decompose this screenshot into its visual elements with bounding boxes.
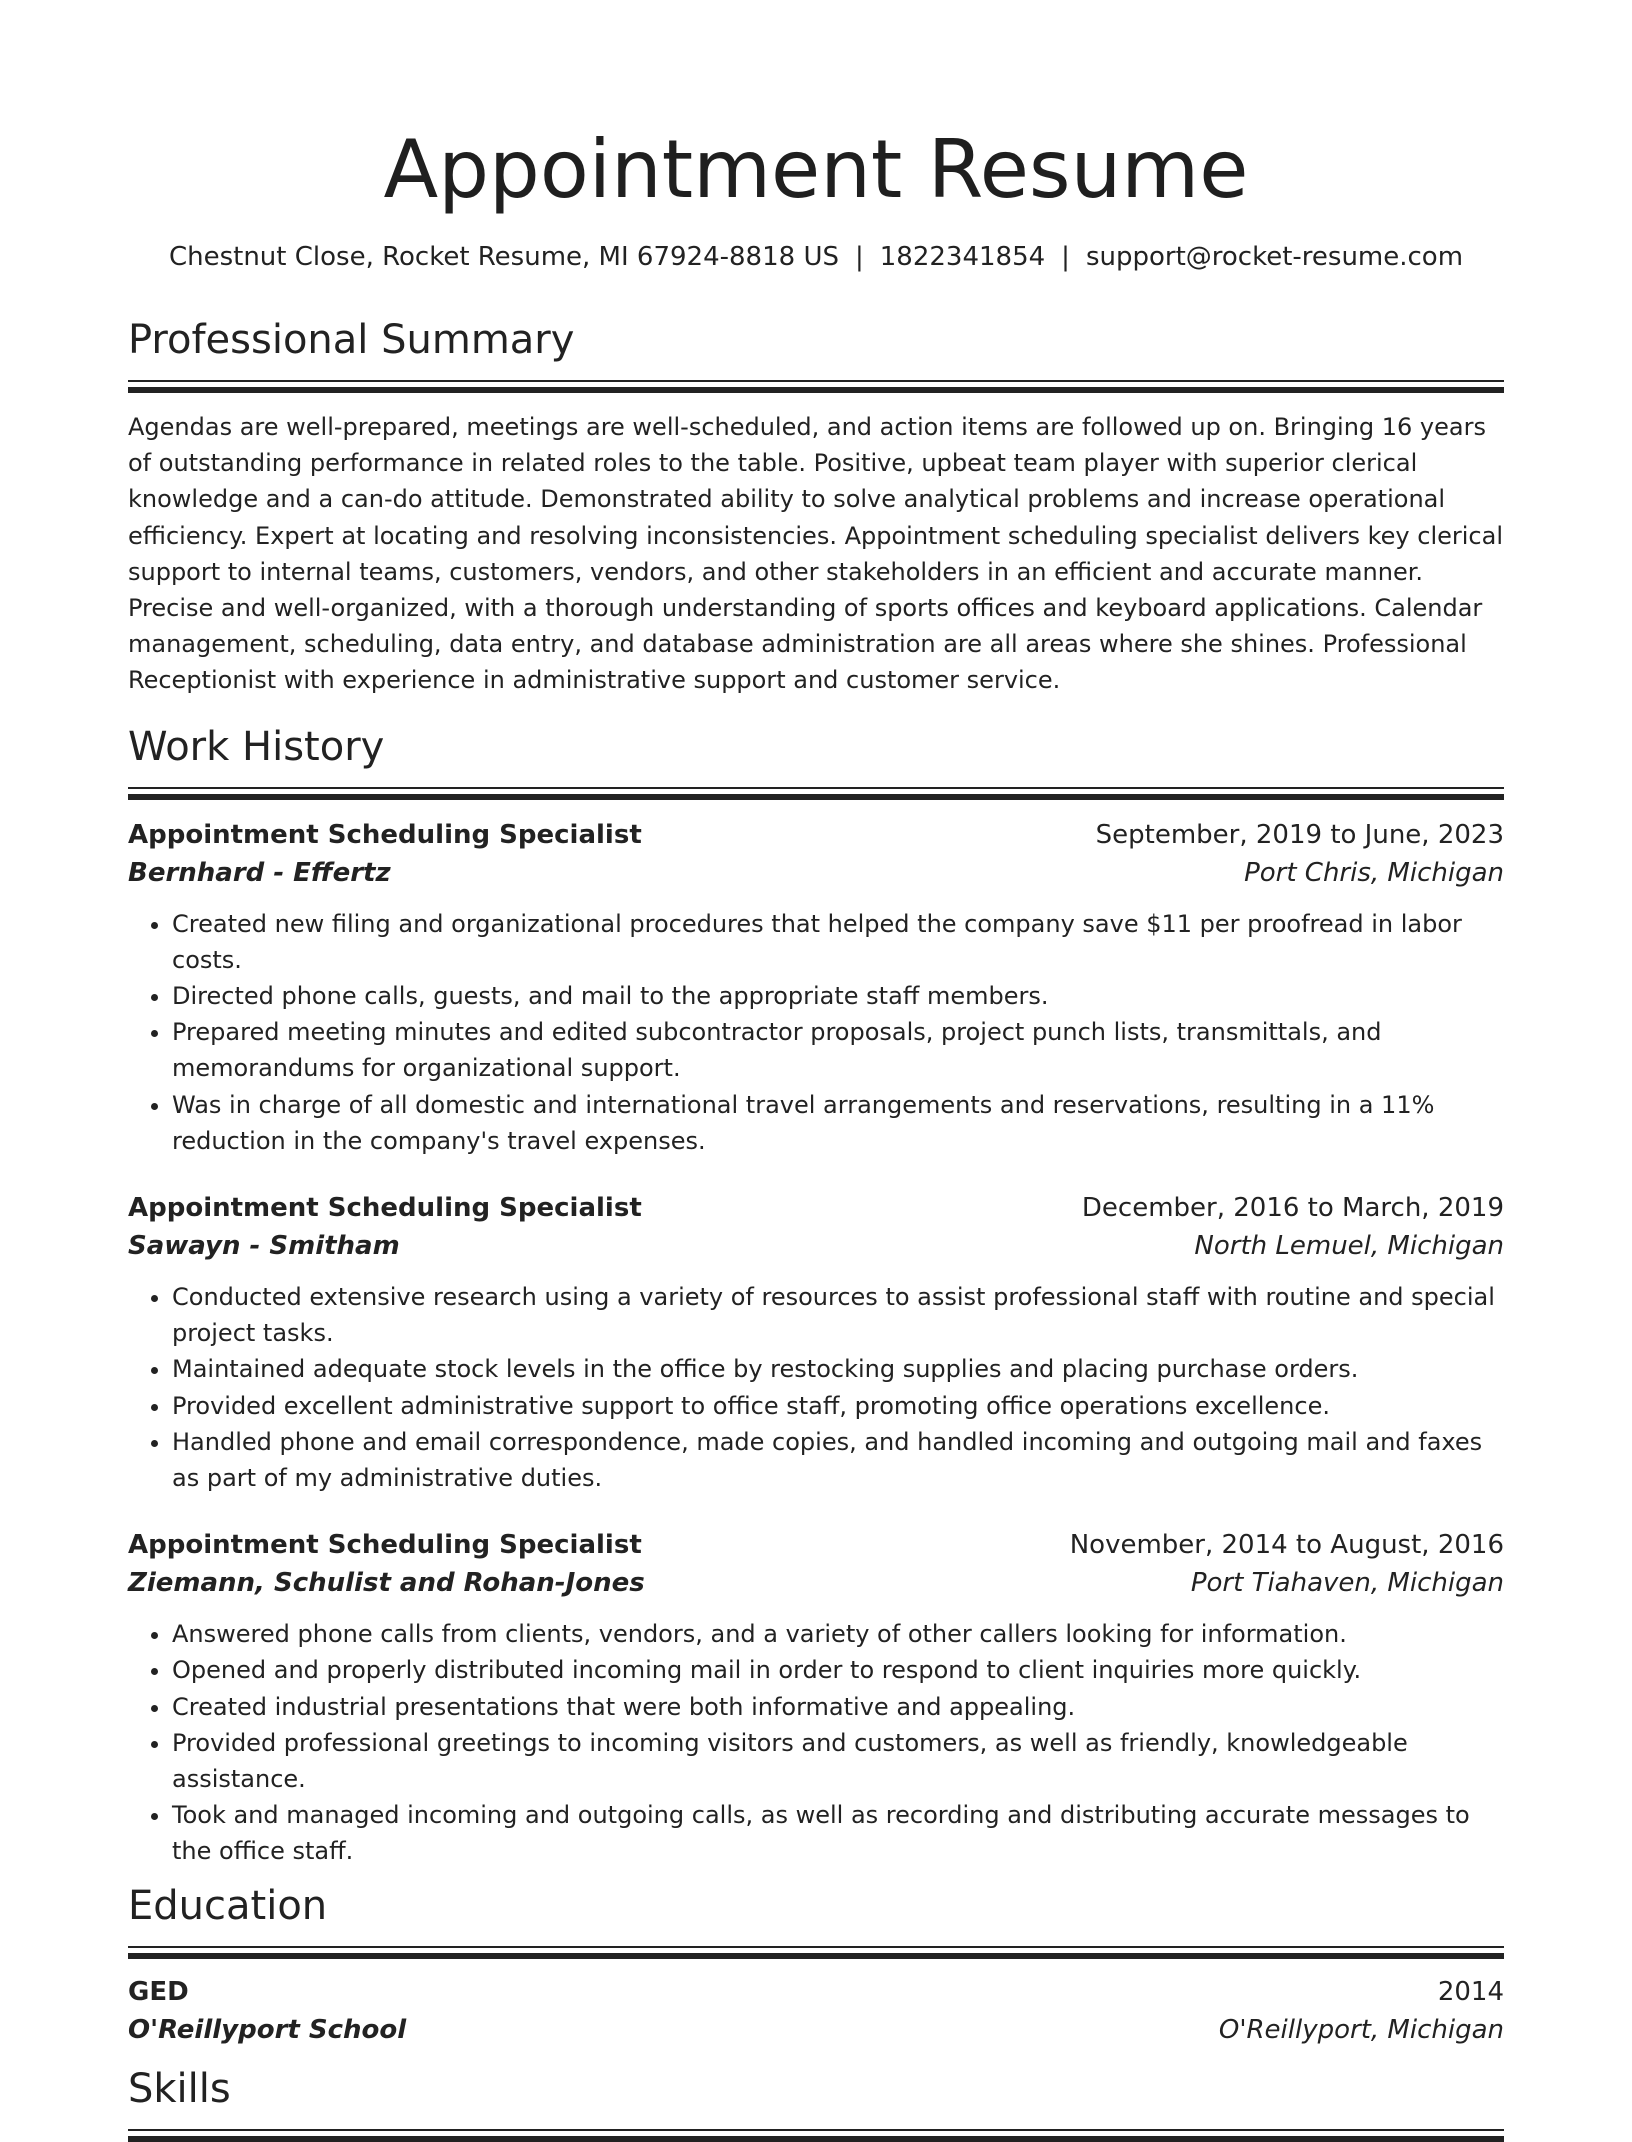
job-bullets	[128, 1616, 1504, 1869]
job-title: Appointment Scheduling Specialist	[128, 819, 642, 850]
job-bullet: • Prepared meeting minutes and edited subcontractor proposals, project punch lists, transmittals, and memorandums for organizational support.	[172, 1014, 1504, 1086]
education-school: O'Reillyport School	[128, 2014, 407, 2045]
education-location: O'Reillyport, Michigan	[1218, 2014, 1504, 2045]
summary-section	[128, 316, 1504, 699]
section-divider	[128, 1946, 1504, 1959]
job-bullet: • Took and managed incoming and outgoing calls, as well as recording and distributing accurate messages to the office staff.	[172, 1797, 1504, 1869]
job-bullet: • Created new filing and organizational procedures that helped the company save $11 per proofread in labor costs.	[172, 906, 1504, 978]
skills-section	[128, 2065, 1504, 2142]
job-dates: December, 2016 to March, 2019	[1081, 1193, 1504, 1224]
job-bullets	[128, 906, 1504, 1159]
resume-name: Appointment Resume	[383, 123, 1249, 216]
education-year: 2014	[1437, 1976, 1504, 2007]
job-bullet: • Directed phone calls, guests, and mail to the appropriate staff members.	[172, 978, 1504, 1014]
section-divider	[128, 2129, 1504, 2142]
contact-separator: |	[854, 242, 864, 272]
job-bullet: • Maintained adequate stock levels in the office by restocking supplies and placing purchase orders.	[172, 1351, 1504, 1387]
job-bullet: • Handled phone and email correspondence, made copies, and handled incoming and outgoing mail and faxes as part of my administrative duties.	[172, 1424, 1504, 1496]
job-entry	[128, 1526, 1504, 1869]
contact-email: support@rocket-resume.com	[1085, 242, 1464, 272]
job-company: Sawayn - Smitham	[128, 1231, 400, 1262]
job-bullet: • Conducted extensive research using a variety of resources to assist professional staff with routine and special project tasks.	[172, 1279, 1504, 1351]
job-title: Appointment Scheduling Specialist	[128, 1193, 642, 1224]
education-degree: GED	[128, 1976, 189, 2007]
job-bullet: • Provided excellent administrative support to office staff, promoting office operations excellence.	[172, 1388, 1504, 1424]
job-bullet: • Created industrial presentations that were both informative and appealing.	[172, 1689, 1504, 1725]
job-company: Bernhard - Effertz	[128, 857, 391, 888]
summary-text: Agendas are well-prepared, meetings are well-scheduled, and action items are followed up on. Bringing 16 years of outstanding performance in related roles to the table. Positive, upbeat team player with superior clerical knowledge and a can-do attitude. Demonstrated ability to solve analytical problems and increase operational efficiency. Expert at locating and resolving inconsistencies. Appointment scheduling specialist delivers key clerical support to internal teams, customers, vendors, and other stakeholders in an efficient and accurate manner. Precise and well-organized, with a thorough understanding of sports offices and keyboard applications. Calendar management, scheduling, data entry, and database administration are all areas where she shines. Professional Receptionist with experience in administrative support and customer service.	[128, 413, 1503, 695]
section-title-education: Education	[128, 1882, 328, 1929]
contact-line	[128, 240, 1504, 274]
job-bullet: • Was in charge of all domestic and international travel arrangements and reservations, resulting in a 11% reduction in the company's travel expenses.	[172, 1087, 1504, 1159]
job-entry	[128, 816, 1504, 1159]
section-title-summary: Professional Summary	[128, 317, 575, 363]
section-divider	[128, 787, 1504, 800]
section-title-skills: Skills	[128, 2065, 231, 2112]
job-bullets	[128, 1279, 1504, 1496]
section-divider	[128, 380, 1504, 393]
section-title-work-history: Work History	[128, 723, 385, 770]
job-bullet: • Opened and properly distributed incoming mail in order to respond to client inquiries more quickly.	[172, 1652, 1504, 1688]
work-history-section	[128, 723, 1504, 1870]
contact-phone: 1822341854	[879, 242, 1046, 272]
contact-separator: |	[1061, 242, 1070, 272]
job-dates: November, 2014 to August, 2016	[1069, 1530, 1504, 1561]
job-bullet: • Answered phone calls from clients, vendors, and a variety of other callers looking for information.	[172, 1616, 1504, 1652]
contact-address: Chestnut Close, Rocket Resume, MI 67924-8818 US	[168, 242, 839, 272]
job-location: North Lemuel, Michigan	[1194, 1231, 1504, 1262]
job-dates: September, 2019 to June, 2023	[1095, 819, 1504, 850]
job-location: Port Tiahaven, Michigan	[1190, 1568, 1504, 1599]
job-company: Ziemann, Schulist and Rohan-Jones	[128, 1568, 645, 1599]
job-entry	[128, 1189, 1504, 1496]
education-section	[128, 1882, 1504, 2049]
job-title: Appointment Scheduling Specialist	[128, 1530, 642, 1561]
job-location: Port Chris, Michigan	[1244, 857, 1504, 888]
job-bullet: • Provided professional greetings to incoming visitors and customers, as well as friendly, knowledgeable assistance.	[172, 1725, 1504, 1797]
